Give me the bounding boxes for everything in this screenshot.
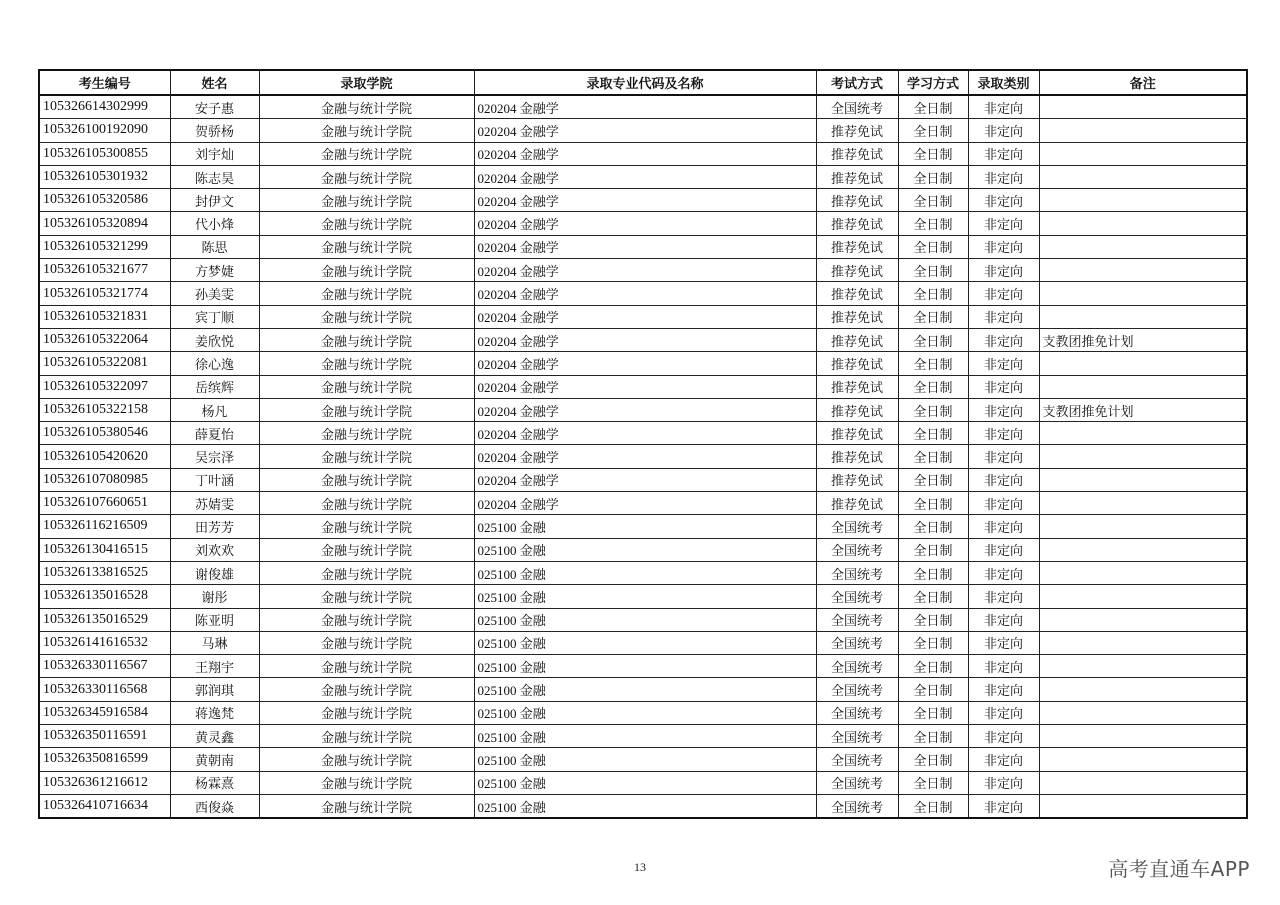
remark-cell [1039,771,1247,794]
major-cell: 025100 金融 [474,585,816,608]
study-mode-cell: 全日制 [898,655,968,678]
student-id-cell: 105326350816599 [39,748,170,771]
student-name-cell: 安子惠 [170,95,259,119]
study-mode-cell: 全日制 [898,468,968,491]
remark-cell [1039,468,1247,491]
remark-cell [1039,95,1247,119]
major-cell: 025100 金融 [474,771,816,794]
major-cell: 020204 金融学 [474,398,816,421]
remark-cell [1039,631,1247,654]
major-cell: 020204 金融学 [474,189,816,212]
major-cell: 020204 金融学 [474,375,816,398]
exam-method-cell: 全国统考 [816,655,898,678]
major-cell: 020204 金融学 [474,259,816,282]
student-id-cell: 105326133816525 [39,561,170,584]
admission-type-cell: 非定向 [968,748,1039,771]
admission-type-cell: 非定向 [968,538,1039,561]
exam-method-cell: 推荐免试 [816,212,898,235]
remark-cell [1039,282,1247,305]
major-cell: 025100 金融 [474,515,816,538]
study-mode-cell: 全日制 [898,119,968,142]
admission-type-cell: 非定向 [968,189,1039,212]
college-cell: 金融与统计学院 [259,538,474,561]
header-name: 姓名 [170,70,259,95]
remark-cell: 支教团推免计划 [1039,328,1247,351]
student-id-cell: 105326614302999 [39,95,170,119]
major-cell: 025100 金融 [474,538,816,561]
student-id-cell: 105326107080985 [39,468,170,491]
student-name-cell: 谢俊雄 [170,561,259,584]
major-cell: 020204 金融学 [474,142,816,165]
remark-cell [1039,142,1247,165]
college-cell: 金融与统计学院 [259,585,474,608]
student-name-cell: 黄灵鑫 [170,725,259,748]
admission-type-cell: 非定向 [968,282,1039,305]
student-id-cell: 105326116216509 [39,515,170,538]
study-mode-cell: 全日制 [898,189,968,212]
student-name-cell: 西俊焱 [170,794,259,818]
student-name-cell: 贺骄杨 [170,119,259,142]
student-id-cell: 105326105321831 [39,305,170,328]
exam-method-cell: 全国统考 [816,95,898,119]
student-id-cell: 105326105322097 [39,375,170,398]
study-mode-cell: 全日制 [898,794,968,818]
student-name-cell: 岳缤辉 [170,375,259,398]
admission-type-cell: 非定向 [968,725,1039,748]
exam-method-cell: 全国统考 [816,748,898,771]
college-cell: 金融与统计学院 [259,771,474,794]
table-row [39,771,1247,794]
page-number: 13 [634,860,646,874]
exam-method-cell: 全国统考 [816,631,898,654]
remark-cell [1039,748,1247,771]
college-cell: 金融与统计学院 [259,492,474,515]
student-id-cell: 105326105322064 [39,328,170,351]
college-cell: 金融与统计学院 [259,352,474,375]
major-cell: 025100 金融 [474,794,816,818]
study-mode-cell: 全日制 [898,398,968,421]
exam-method-cell: 推荐免试 [816,445,898,468]
major-cell: 020204 金融学 [474,95,816,119]
remark-cell [1039,375,1247,398]
exam-method-cell: 全国统考 [816,771,898,794]
study-mode-cell: 全日制 [898,95,968,119]
admission-type-cell: 非定向 [968,771,1039,794]
table-row [39,445,1247,468]
admission-type-cell: 非定向 [968,305,1039,328]
study-mode-cell: 全日制 [898,678,968,701]
admission-type-cell: 非定向 [968,165,1039,188]
college-cell: 金融与统计学院 [259,282,474,305]
remark-cell [1039,352,1247,375]
admission-type-cell: 非定向 [968,492,1039,515]
major-cell: 025100 金融 [474,678,816,701]
major-cell: 020204 金融学 [474,352,816,375]
remark-cell [1039,701,1247,724]
student-id-cell: 105326105321774 [39,282,170,305]
table-row [39,561,1247,584]
student-id-cell: 105326330116567 [39,655,170,678]
admission-type-cell: 非定向 [968,422,1039,445]
study-mode-cell: 全日制 [898,352,968,375]
student-name-cell: 丁叶涵 [170,468,259,491]
college-cell: 金融与统计学院 [259,515,474,538]
student-id-cell: 105326105321677 [39,259,170,282]
study-mode-cell: 全日制 [898,631,968,654]
table-row [39,794,1247,818]
student-name-cell: 杨霖熹 [170,771,259,794]
student-id-cell: 105326105320586 [39,189,170,212]
remark-cell [1039,725,1247,748]
study-mode-cell: 全日制 [898,538,968,561]
college-cell: 金融与统计学院 [259,212,474,235]
student-id-cell: 105326141616532 [39,631,170,654]
student-name-cell: 郭润琪 [170,678,259,701]
major-cell: 020204 金融学 [474,468,816,491]
exam-method-cell: 全国统考 [816,585,898,608]
student-id-cell: 105326345916584 [39,701,170,724]
college-cell: 金融与统计学院 [259,748,474,771]
admission-type-cell: 非定向 [968,328,1039,351]
admission-type-cell: 非定向 [968,212,1039,235]
table-row [39,701,1247,724]
watermark-logo: 高考直通车APP [1108,857,1250,881]
college-cell: 金融与统计学院 [259,422,474,445]
major-cell: 025100 金融 [474,725,816,748]
exam-method-cell: 推荐免试 [816,119,898,142]
admission-type-cell: 非定向 [968,352,1039,375]
college-cell: 金融与统计学院 [259,235,474,258]
study-mode-cell: 全日制 [898,328,968,351]
college-cell: 金融与统计学院 [259,468,474,491]
student-id-cell: 105326105301932 [39,165,170,188]
major-cell: 020204 金融学 [474,212,816,235]
remark-cell [1039,492,1247,515]
table-row [39,375,1247,398]
table-row [39,655,1247,678]
table-row [39,95,1247,119]
student-id-cell: 105326105320894 [39,212,170,235]
student-id-cell: 105326330116568 [39,678,170,701]
student-name-cell: 王翔宇 [170,655,259,678]
study-mode-cell: 全日制 [898,282,968,305]
student-id-cell: 105326410716634 [39,794,170,818]
study-mode-cell: 全日制 [898,748,968,771]
table-row [39,328,1247,351]
admission-type-cell: 非定向 [968,468,1039,491]
table-row [39,538,1247,561]
exam-method-cell: 全国统考 [816,538,898,561]
header-type: 录取类别 [968,70,1039,95]
study-mode-cell: 全日制 [898,375,968,398]
major-cell: 020204 金融学 [474,235,816,258]
major-cell: 020204 金融学 [474,305,816,328]
header-college: 录取学院 [259,70,474,95]
table-body [39,95,1247,818]
admission-type-cell: 非定向 [968,445,1039,468]
admission-type-cell: 非定向 [968,561,1039,584]
exam-method-cell: 推荐免试 [816,468,898,491]
major-cell: 025100 金融 [474,608,816,631]
college-cell: 金融与统计学院 [259,678,474,701]
remark-cell [1039,794,1247,818]
student-name-cell: 谢彤 [170,585,259,608]
admission-type-cell: 非定向 [968,655,1039,678]
study-mode-cell: 全日制 [898,515,968,538]
student-id-cell: 105326361216612 [39,771,170,794]
header-id: 考生编号 [39,70,170,95]
college-cell: 金融与统计学院 [259,725,474,748]
college-cell: 金融与统计学院 [259,375,474,398]
remark-cell [1039,585,1247,608]
major-cell: 020204 金融学 [474,445,816,468]
remark-cell [1039,212,1247,235]
exam-method-cell: 全国统考 [816,608,898,631]
major-cell: 025100 金融 [474,561,816,584]
admission-type-cell: 非定向 [968,119,1039,142]
student-name-cell: 陈思 [170,235,259,258]
student-id-cell: 105326105380546 [39,422,170,445]
remark-cell [1039,655,1247,678]
header-exam: 考试方式 [816,70,898,95]
exam-method-cell: 推荐免试 [816,235,898,258]
table-row [39,259,1247,282]
major-cell: 025100 金融 [474,655,816,678]
student-name-cell: 蒋逸梵 [170,701,259,724]
major-cell: 025100 金融 [474,631,816,654]
remark-cell [1039,259,1247,282]
table-row [39,748,1247,771]
table-row [39,608,1247,631]
admission-type-cell: 非定向 [968,142,1039,165]
major-cell: 020204 金融学 [474,282,816,305]
study-mode-cell: 全日制 [898,235,968,258]
header-note: 备注 [1039,70,1247,95]
remark-cell [1039,678,1247,701]
exam-method-cell: 推荐免试 [816,352,898,375]
table-row [39,119,1247,142]
major-cell: 025100 金融 [474,701,816,724]
major-cell: 020204 金融学 [474,328,816,351]
remark-cell [1039,608,1247,631]
study-mode-cell: 全日制 [898,701,968,724]
student-id-cell: 105326105322158 [39,398,170,421]
study-mode-cell: 全日制 [898,165,968,188]
admission-type-cell: 非定向 [968,678,1039,701]
admission-type-cell: 非定向 [968,259,1039,282]
remark-cell [1039,235,1247,258]
admission-type-cell: 非定向 [968,515,1039,538]
student-name-cell: 陈志昊 [170,165,259,188]
remark-cell [1039,119,1247,142]
remark-cell [1039,538,1247,561]
admission-type-cell: 非定向 [968,608,1039,631]
college-cell: 金融与统计学院 [259,445,474,468]
student-name-cell: 马琳 [170,631,259,654]
exam-method-cell: 推荐免试 [816,189,898,212]
remark-cell [1039,422,1247,445]
admission-type-cell: 非定向 [968,701,1039,724]
exam-method-cell: 推荐免试 [816,305,898,328]
table-row [39,631,1247,654]
student-name-cell: 姜欣悦 [170,328,259,351]
exam-method-cell: 推荐免试 [816,142,898,165]
exam-method-cell: 推荐免试 [816,165,898,188]
student-name-cell: 刘欢欢 [170,538,259,561]
student-name-cell: 吴宗泽 [170,445,259,468]
table-row [39,165,1247,188]
student-name-cell: 薛夏怡 [170,422,259,445]
student-name-cell: 田芳芳 [170,515,259,538]
exam-method-cell: 全国统考 [816,678,898,701]
admission-type-cell: 非定向 [968,235,1039,258]
student-name-cell: 孙美雯 [170,282,259,305]
table-row [39,235,1247,258]
table-row [39,212,1247,235]
student-id-cell: 105326100192090 [39,119,170,142]
college-cell: 金融与统计学院 [259,259,474,282]
exam-method-cell: 推荐免试 [816,259,898,282]
student-name-cell: 黄朝南 [170,748,259,771]
major-cell: 020204 金融学 [474,422,816,445]
student-name-cell: 封伊文 [170,189,259,212]
exam-method-cell: 推荐免试 [816,328,898,351]
study-mode-cell: 全日制 [898,212,968,235]
header-study: 学习方式 [898,70,968,95]
table-row [39,422,1247,445]
remark-cell [1039,189,1247,212]
student-name-cell: 方梦婕 [170,259,259,282]
remark-cell: 支教团推免计划 [1039,398,1247,421]
study-mode-cell: 全日制 [898,492,968,515]
student-id-cell: 105326105321299 [39,235,170,258]
study-mode-cell: 全日制 [898,305,968,328]
admission-type-cell: 非定向 [968,375,1039,398]
college-cell: 金融与统计学院 [259,165,474,188]
college-cell: 金融与统计学院 [259,655,474,678]
study-mode-cell: 全日制 [898,561,968,584]
college-cell: 金融与统计学院 [259,328,474,351]
exam-method-cell: 推荐免试 [816,492,898,515]
college-cell: 金融与统计学院 [259,95,474,119]
student-name-cell: 代小烽 [170,212,259,235]
study-mode-cell: 全日制 [898,422,968,445]
college-cell: 金融与统计学院 [259,561,474,584]
table-row [39,189,1247,212]
table-row [39,585,1247,608]
student-name-cell: 杨凡 [170,398,259,421]
study-mode-cell: 全日制 [898,608,968,631]
remark-cell [1039,445,1247,468]
student-id-cell: 105326135016528 [39,585,170,608]
table-row [39,515,1247,538]
student-name-cell: 刘宇灿 [170,142,259,165]
table-row [39,305,1247,328]
student-id-cell: 105326105420620 [39,445,170,468]
exam-method-cell: 推荐免试 [816,398,898,421]
admission-type-cell: 非定向 [968,631,1039,654]
major-cell: 020204 金融学 [474,165,816,188]
table-row [39,468,1247,491]
college-cell: 金融与统计学院 [259,142,474,165]
study-mode-cell: 全日制 [898,259,968,282]
student-id-cell: 105326350116591 [39,725,170,748]
table-row [39,352,1247,375]
study-mode-cell: 全日制 [898,142,968,165]
admission-type-cell: 非定向 [968,794,1039,818]
table-row [39,725,1247,748]
college-cell: 金融与统计学院 [259,305,474,328]
admission-type-cell: 非定向 [968,95,1039,119]
table-row [39,142,1247,165]
student-id-cell: 105326105322081 [39,352,170,375]
admission-type-cell: 非定向 [968,398,1039,421]
exam-method-cell: 全国统考 [816,561,898,584]
study-mode-cell: 全日制 [898,445,968,468]
college-cell: 金融与统计学院 [259,631,474,654]
table-row [39,282,1247,305]
exam-method-cell: 推荐免试 [816,422,898,445]
remark-cell [1039,165,1247,188]
major-cell: 025100 金融 [474,748,816,771]
admission-type-cell: 非定向 [968,585,1039,608]
exam-method-cell: 推荐免试 [816,375,898,398]
remark-cell [1039,515,1247,538]
student-id-cell: 105326135016529 [39,608,170,631]
header-major: 录取专业代码及名称 [474,70,816,95]
student-name-cell: 徐心逸 [170,352,259,375]
exam-method-cell: 推荐免试 [816,282,898,305]
major-cell: 020204 金融学 [474,119,816,142]
college-cell: 金融与统计学院 [259,701,474,724]
study-mode-cell: 全日制 [898,585,968,608]
exam-method-cell: 全国统考 [816,701,898,724]
college-cell: 金融与统计学院 [259,398,474,421]
table-row [39,678,1247,701]
table-row [39,398,1247,421]
table-header-row [39,70,1247,95]
exam-method-cell: 全国统考 [816,515,898,538]
exam-method-cell: 全国统考 [816,794,898,818]
student-id-cell: 105326107660651 [39,492,170,515]
student-id-cell: 105326105300855 [39,142,170,165]
college-cell: 金融与统计学院 [259,794,474,818]
admission-table [38,69,1248,819]
study-mode-cell: 全日制 [898,771,968,794]
student-name-cell: 陈亚明 [170,608,259,631]
college-cell: 金融与统计学院 [259,119,474,142]
major-cell: 020204 金融学 [474,492,816,515]
student-id-cell: 105326130416515 [39,538,170,561]
student-name-cell: 苏婧雯 [170,492,259,515]
table-row [39,492,1247,515]
remark-cell [1039,561,1247,584]
college-cell: 金融与统计学院 [259,189,474,212]
student-name-cell: 宾丁顺 [170,305,259,328]
college-cell: 金融与统计学院 [259,608,474,631]
remark-cell [1039,305,1247,328]
study-mode-cell: 全日制 [898,725,968,748]
exam-method-cell: 全国统考 [816,725,898,748]
